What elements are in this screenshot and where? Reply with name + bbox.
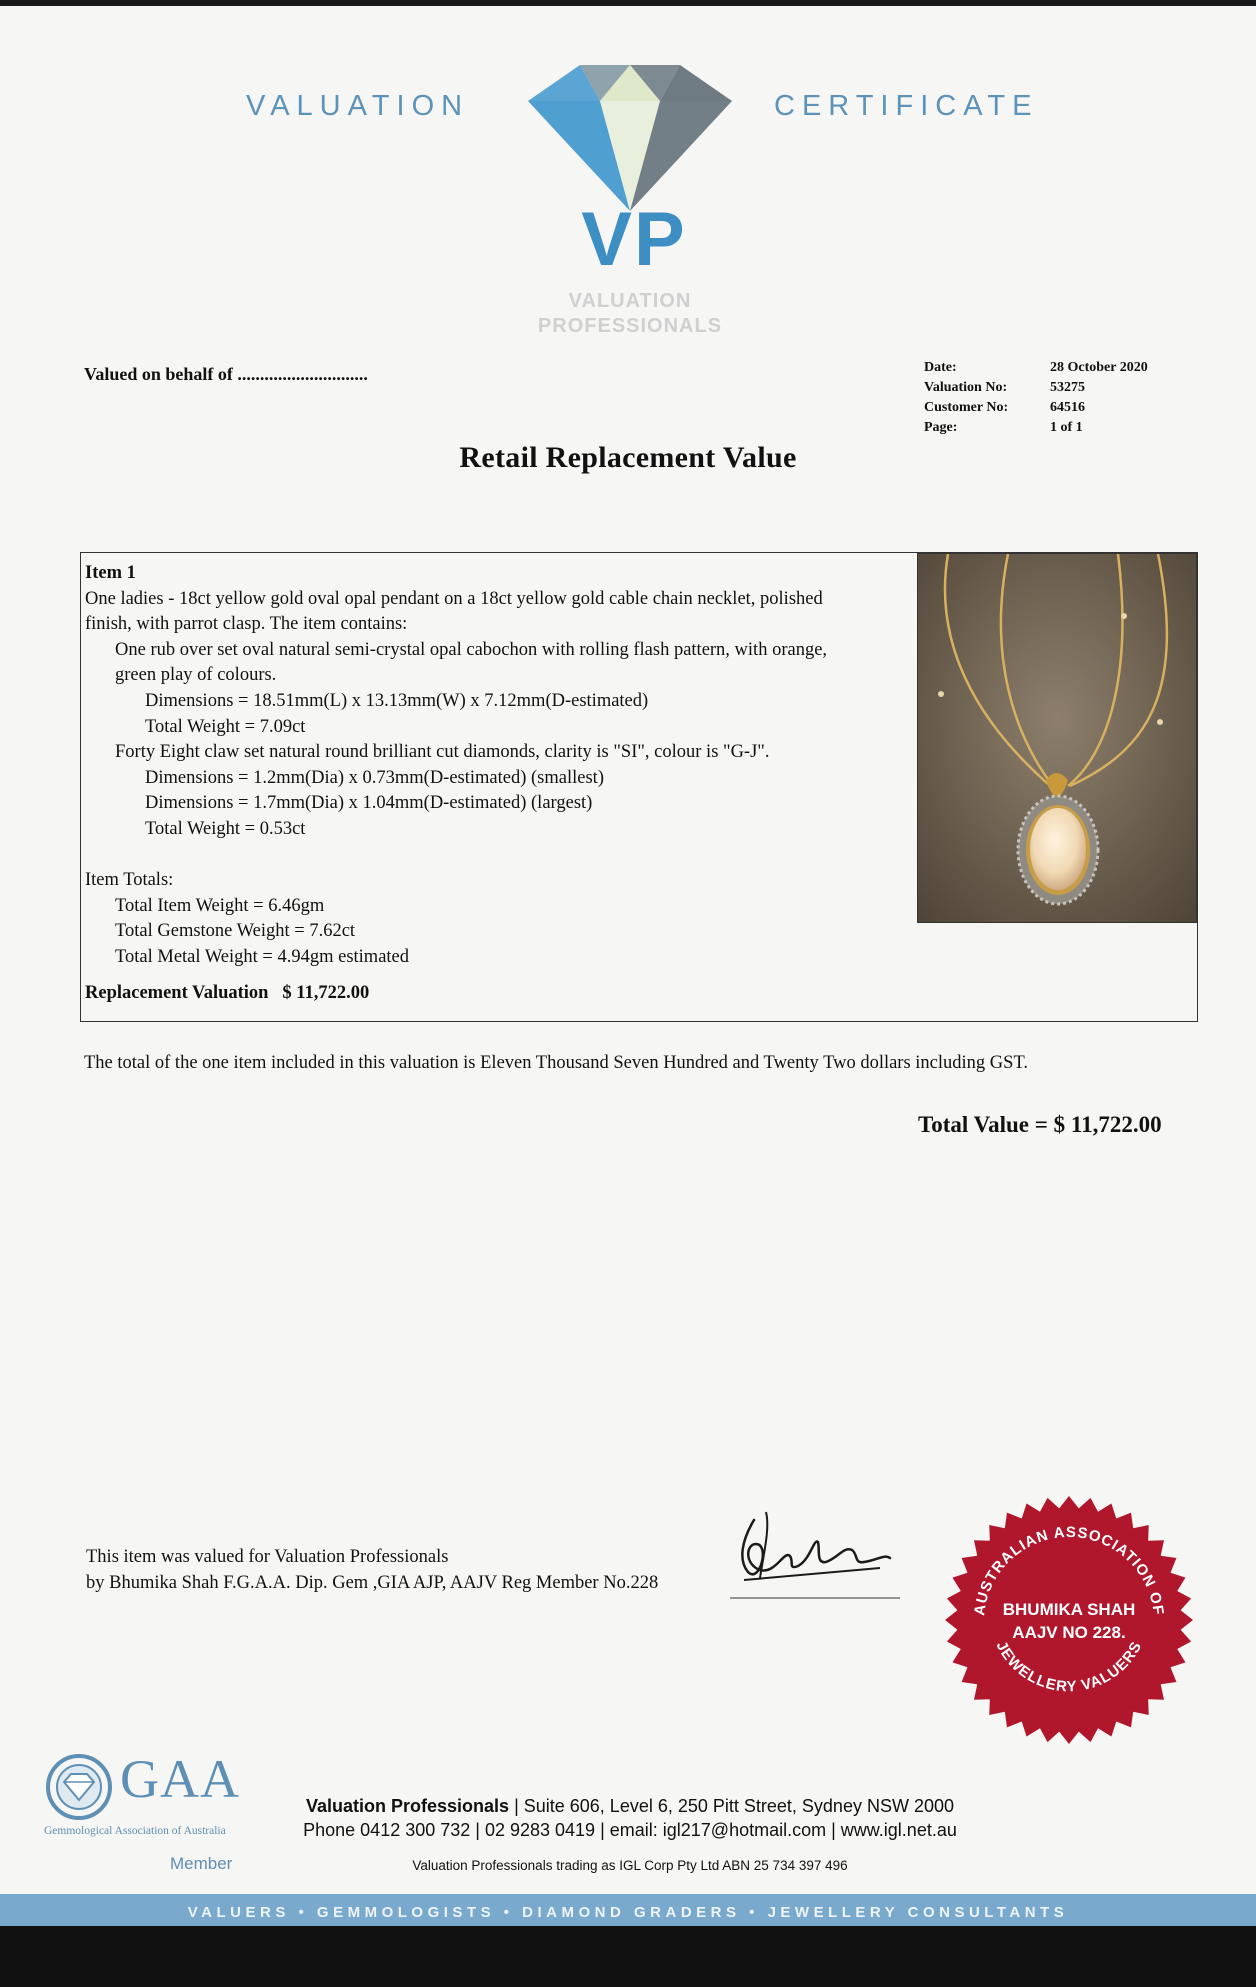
- logo-subtitle-line2: PROFESSIONALS: [537, 315, 723, 337]
- seal-arc-bottom: JEWELLERY VALUERS: [992, 1638, 1146, 1696]
- photo-background-bottom: [0, 1926, 1256, 1987]
- total-value: Total Value = $ 11,722.00: [918, 1112, 1162, 1137]
- meta-value: 28 October 2020: [1050, 360, 1148, 375]
- logo-subtitle: [520, 289, 740, 339]
- seal-name: BHUMIKA SHAH: [1002, 1600, 1136, 1619]
- valued-on-behalf: Valued on behalf of .............................: [84, 364, 368, 384]
- meta-value: 1 of 1: [1050, 420, 1083, 435]
- meta-row-valuation-no: [924, 378, 1148, 398]
- item-desc-line: One ladies - 18ct yellow gold oval opal pendant on a 18ct yellow gold cable chain necklet, polished: [85, 588, 823, 609]
- meta-label: Valuation No:: [924, 380, 1008, 395]
- services-strip-text: VALUERS • GEMMOLOGISTS • DIAMOND GRADERS • JEWELLERY CONSULTANTS: [187, 1904, 1069, 1921]
- item-heading: Item 1: [85, 563, 136, 583]
- document-title: Retail Replacement Value: [459, 441, 797, 474]
- meta-row-page: [924, 418, 1148, 438]
- gaa-emblem-icon: [44, 1752, 114, 1822]
- valuation-meta: [924, 358, 1148, 438]
- footer-company: Valuation Professionals: [305, 1796, 510, 1816]
- valued-by-statement: [86, 1544, 658, 1596]
- item-totals-heading: Item Totals:: [85, 870, 174, 891]
- footer-company-line: [270, 1796, 990, 1817]
- diamond-weight: Total Weight = 0.53ct: [145, 818, 306, 839]
- opal-desc-line: One rub over set oval natural semi-crystal opal cabochon with rolling flash pattern, with orange,: [115, 639, 828, 660]
- diamond-dimensions-largest: Dimensions = 1.7mm(Dia) x 1.04mm(D-estimated) (largest): [145, 793, 593, 814]
- header-certificate-word: CERTIFICATE: [774, 90, 1039, 122]
- gaa-member-logo: [40, 1748, 255, 1883]
- item-description: [85, 561, 917, 1006]
- signature-icon: [730, 1504, 910, 1604]
- footer-trading: Valuation Professionals trading as IGL Corp Pty Ltd ABN 25 734 397 496: [412, 1858, 848, 1873]
- item-box: [80, 552, 1198, 1022]
- valued-by-line2: by Bhumika Shah F.G.A.A. Dip. Gem ,GIA AJP, AAJV Reg Member No.228: [86, 1573, 659, 1593]
- total-metal-weight: Total Metal Weight = 4.94gm estimated: [115, 946, 410, 967]
- pendant-necklace-icon: [918, 554, 1196, 922]
- item-desc-line: finish, with parrot clasp. The item contains:: [85, 614, 408, 635]
- gaa-full-name: Gemmological Association of Australia: [44, 1825, 226, 1837]
- gaa-title: GAA: [120, 1749, 240, 1809]
- seal-arc-top: AUSTRALIAN ASSOCIATION OF: [971, 1523, 1167, 1617]
- logo-initials: VP: [581, 197, 687, 282]
- valued-by-line1: This item was valued for Valuation Professionals: [86, 1547, 449, 1567]
- total-sentence: The total of the one item included in this valuation is Eleven Thousand Seven Hundred and Twenty Two dollars including GST.: [84, 1053, 1028, 1073]
- meta-value: 53275: [1050, 380, 1085, 395]
- meta-value: 64516: [1050, 400, 1085, 415]
- meta-label: Page:: [924, 420, 958, 435]
- header-valuation-word: VALUATION: [246, 90, 470, 122]
- total-item-weight: Total Item Weight = 6.46gm: [115, 895, 325, 916]
- total-gemstone-weight: Total Gemstone Weight = 7.62ct: [115, 921, 356, 942]
- replacement-label: Replacement Valuation: [85, 982, 269, 1003]
- meta-label: Customer No:: [924, 400, 1009, 415]
- footer-contact: Phone 0412 300 732 | 02 9283 0419 | email: igl217@hotmail.com | www.igl.net.au: [303, 1820, 957, 1840]
- opal-desc-line: green play of colours.: [115, 665, 277, 686]
- diamond-dimensions-smallest: Dimensions = 1.2mm(Dia) x 0.73mm(D-estimated) (smallest): [145, 767, 604, 788]
- opal-dimensions: Dimensions = 18.51mm(L) x 13.13mm(W) x 7.12mm(D-estimated): [145, 690, 649, 711]
- diamond-desc-line: Forty Eight claw set natural round brilliant cut diamonds, clarity is "SI", colour is "G-J".: [115, 742, 770, 763]
- footer-address: | Suite 606, Level 6, 250 Pitt Street, Sydney NSW 2000: [514, 1796, 954, 1816]
- meta-row-date: [924, 358, 1148, 378]
- seal-reg: AAJV NO 228.: [1012, 1623, 1126, 1642]
- meta-label: Date:: [924, 360, 957, 375]
- replacement-value: $ 11,722.00: [282, 982, 370, 1003]
- meta-row-customer-no: [924, 398, 1148, 418]
- certificate-page: [0, 6, 1256, 1926]
- item-photo: [917, 553, 1197, 923]
- aajv-seal: [944, 1480, 1194, 1760]
- logo-subtitle-line1: VALUATION: [568, 290, 692, 312]
- replacement-valuation: [85, 981, 917, 1007]
- spacer: [85, 843, 917, 869]
- gaa-member-label: Member: [170, 1854, 233, 1873]
- opal-weight: Total Weight = 7.09ct: [145, 716, 306, 737]
